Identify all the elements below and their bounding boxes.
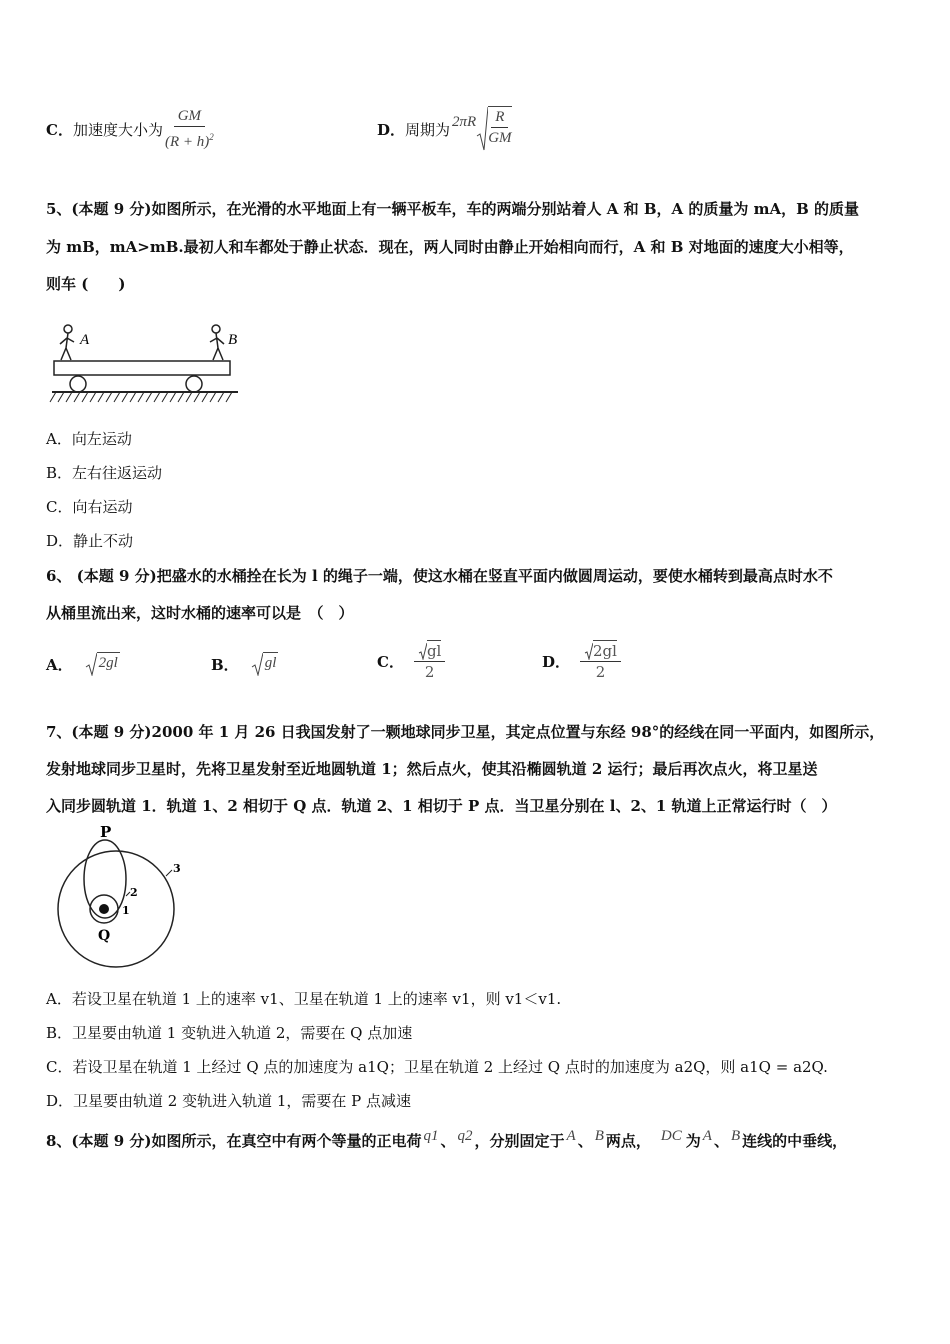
sqrt-sign-icon xyxy=(251,652,263,676)
q5-line3: 则车 ( ) xyxy=(46,275,126,293)
cart-wheel-right xyxy=(186,376,202,392)
figure-label-1: 1 xyxy=(122,904,130,917)
q4-option-d xyxy=(377,104,512,154)
q6-c-numerator: gl xyxy=(426,642,442,660)
q6-d-fraction xyxy=(580,640,621,682)
q7-option-b: B．卫星要由轨道 1 变轨进入轨道 2，需要在 Q 点加速 xyxy=(46,1024,413,1042)
cart-wheel-left xyxy=(70,376,86,392)
q8-part5: 连线的中垂线， xyxy=(742,1132,848,1150)
q4-d-denominator: GM xyxy=(488,130,512,146)
person-b-icon xyxy=(210,325,224,360)
q5-option-a: A．向左运动 xyxy=(46,430,132,448)
figure-label-3: 3 xyxy=(173,862,181,875)
q6-b-label: B． xyxy=(211,655,239,674)
q6-line2: 从桶里流出来，这时水桶的速率可以是 （ ） xyxy=(46,604,354,622)
q5-line1: 5、(本题 9 分)如图所示，在光滑的水平地面上有一辆平板车，车的两端分别站着人 A 和 B，A 的质量为 mA，B 的质量 xyxy=(46,200,859,218)
q5-option-d: D．静止不动 xyxy=(46,532,134,550)
q4-d-coef: 2πR xyxy=(452,113,477,130)
q8-part2: ，分别固定于 xyxy=(474,1132,565,1150)
orbit-3-circle xyxy=(58,851,174,967)
q6-b-value: gl xyxy=(263,652,279,676)
cart-platform xyxy=(54,361,230,375)
q7-orbit-figure xyxy=(42,824,192,974)
q5-line2: 为 mB，mA>mB.最初人和车都处于静止状态．现在，两人同时由静止开始相向而行，A 和 B 对地面的速度大小相等， xyxy=(46,238,854,256)
q8-part3: 两点， xyxy=(605,1132,651,1150)
q4-option-c xyxy=(46,104,214,154)
q6-c-label: C． xyxy=(377,652,404,671)
q4-c-numerator: GM xyxy=(174,106,205,127)
figure-label-p: P xyxy=(100,824,112,841)
sqrt-sign-icon xyxy=(476,106,488,152)
q6-d-label: D． xyxy=(542,652,571,671)
q8-sep3: 、 xyxy=(713,1132,729,1150)
ground-hatch xyxy=(50,392,232,402)
q4-c-text: 加速度大小为 xyxy=(72,120,163,139)
sqrt-sign-icon xyxy=(584,642,593,660)
q4-c-denominator: $(R + h)^2$ xyxy=(164,132,214,150)
q5-option-c: C．向右运动 xyxy=(46,498,133,516)
q7-line2: 发射地球同步卫星时，先将卫星发射至近地圆轨道 1；然后点火，使其沿椭圆轨道 2 运行；最后再次点火，将卫星送 xyxy=(46,760,818,778)
q6-option-a xyxy=(46,652,120,676)
q6-option-b xyxy=(211,652,278,676)
q5-cart-figure xyxy=(48,320,243,410)
q6-c-denominator: 2 xyxy=(424,663,435,681)
q8-q1: q1 xyxy=(423,1128,439,1144)
q6-line1: 6、 (本题 9 分)把盛水的水桶拴在长为 l 的绳子一端，使这水桶在竖直平面内做圆周运动，要使水桶转到最高点时水不 xyxy=(46,567,833,585)
q6-a-value: 2gl xyxy=(97,652,120,676)
figure-label-b: B xyxy=(228,332,238,348)
sqrt-sign-icon xyxy=(418,642,427,660)
q8-point-b: B xyxy=(594,1128,604,1144)
q7-option-d: D．卫星要由轨道 2 变轨进入轨道 1，需要在 P 点减速 xyxy=(46,1092,412,1110)
q7-line3: 入同步圆轨道 1．轨道 1、2 相切于 Q 点．轨道 2、1 相切于 P 点．当卫星分别在 l、2、1 轨道上正常运行时（ ） xyxy=(46,797,837,815)
q8-dc: DC xyxy=(660,1128,682,1144)
q6-d-denominator: 2 xyxy=(595,663,606,681)
q4-d-sqrt xyxy=(476,106,511,152)
q6-option-d xyxy=(542,636,621,686)
q4-d-text: 周期为 xyxy=(405,120,451,139)
q8-part4: 为 xyxy=(685,1132,701,1150)
q8-part1: 8、(本题 9 分)如图所示，在真空中有两个等量的正电荷 xyxy=(46,1132,422,1150)
q8-q2: q2 xyxy=(457,1128,473,1144)
q8-point-a2: A xyxy=(702,1128,712,1144)
q6-a-label: A． xyxy=(46,655,73,674)
person-a-icon xyxy=(60,325,74,360)
q5-option-b: B．左右往返运动 xyxy=(46,464,163,482)
q4-c-fraction xyxy=(165,106,214,152)
q4-d-label: D． xyxy=(377,120,406,139)
sqrt-sign-icon xyxy=(85,652,97,676)
q8-sep2: 、 xyxy=(577,1132,593,1150)
q6-c-fraction xyxy=(414,640,445,682)
q8-sep1: 、 xyxy=(440,1132,456,1150)
q4-c-label: C． xyxy=(46,120,73,139)
q8-point-a: A xyxy=(566,1128,576,1144)
q6-option-c xyxy=(377,636,445,686)
figure-label-q: Q xyxy=(98,928,111,944)
q7-option-a: A．若设卫星在轨道 1 上的速率 v1、卫星在轨道 1 上的速率 v1，则 v1＜v1. xyxy=(46,990,562,1008)
q8-line1 xyxy=(46,1128,847,1153)
figure-label-a: A xyxy=(80,332,90,348)
figure-label-2: 2 xyxy=(130,886,138,899)
q8-point-b2: B xyxy=(730,1128,741,1144)
q7-option-c: C．若设卫星在轨道 1 上经过 Q 点的加速度为 a1Q；卫星在轨道 2 上经过 Q 点时的加速度为 a2Q，则 a1Q = a2Q. xyxy=(46,1058,828,1076)
earth-dot xyxy=(99,904,109,914)
q4-d-numerator: R xyxy=(491,107,508,128)
q7-line1: 7、(本题 9 分)2000 年 1 月 26 日我国发射了一颗地球同步卫星，其定点位置与东经 98°的经线在同一平面内，如图所示， xyxy=(46,723,885,741)
q6-d-numerator: 2gl xyxy=(593,642,617,660)
